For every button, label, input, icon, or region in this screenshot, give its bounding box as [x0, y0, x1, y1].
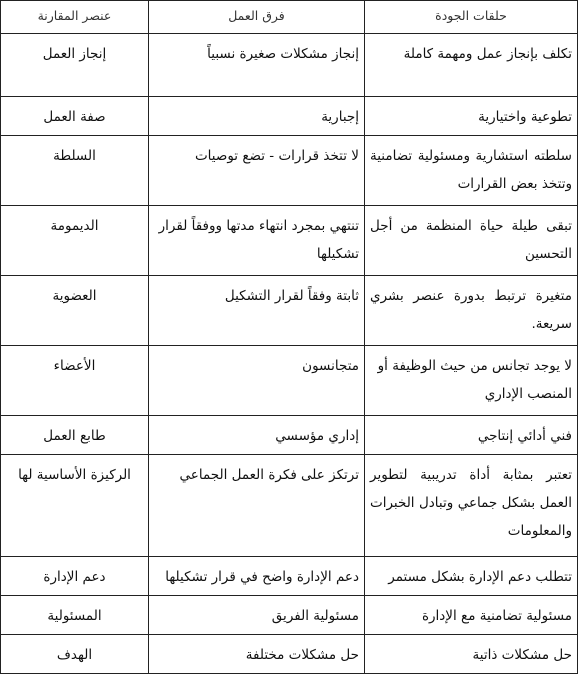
header-comparison-element: عنصر المقارنة — [1, 1, 149, 34]
quality-circles-cell: متغيرة ترتبط بدورة عنصر بشري سريعة. — [365, 276, 578, 346]
work-teams-cell: ترتكز على فكرة العمل الجماعي — [149, 455, 365, 557]
work-teams-cell: مسئولية الفريق — [149, 596, 365, 635]
comparison-element-cell: العضوية — [1, 276, 149, 346]
work-teams-cell: ثابتة وفقاً لقرار التشكيل — [149, 276, 365, 346]
quality-circles-cell: تعتبر بمثابة أداة تدريبية لتطوير العمل بشكل جماعي وتبادل الخبرات والمعلومات — [365, 455, 578, 557]
table-row — [1, 34, 578, 97]
work-teams-cell: دعم الإدارة واضح في قرار تشكيلها — [149, 557, 365, 596]
quality-circles-cell: مسئولية تضامنية مع الإدارة — [365, 596, 578, 635]
comparison-element-cell: الركيزة الأساسية لها — [1, 455, 149, 557]
comparison-element-cell: الأعضاء — [1, 346, 149, 416]
quality-circles-cell: تبقى طيلة حياة المنظمة من أجل التحسين — [365, 206, 578, 276]
table-row — [1, 276, 578, 346]
quality-circles-cell: فني أدائي إنتاجي — [365, 416, 578, 455]
work-teams-cell: إجبارية — [149, 97, 365, 136]
quality-circles-cell: لا يوجد تجانس من حيث الوظيفة أو المنصب الإداري — [365, 346, 578, 416]
table-row — [1, 416, 578, 455]
work-teams-cell: إداري مؤسسي — [149, 416, 365, 455]
table-row — [1, 136, 578, 206]
table-row — [1, 346, 578, 416]
quality-circles-cell: حل مشكلات ذاتية — [365, 635, 578, 674]
work-teams-cell: إنجاز مشكلات صغيرة نسبياً — [149, 34, 365, 97]
quality-circles-cell: تكلف بإنجاز عمل ومهمة كاملة — [365, 34, 578, 97]
work-teams-cell: تنتهي بمجرد انتهاء مدتها ووفقاً لقرار تشكيلها — [149, 206, 365, 276]
quality-circles-cell: تطوعية واختيارية — [365, 97, 578, 136]
comparison-element-cell: الديمومة — [1, 206, 149, 276]
comparison-element-cell: صفة العمل — [1, 97, 149, 136]
table-header-row — [1, 1, 578, 34]
quality-circles-cell: سلطته استشارية ومسئولية تضامنية وتتخذ بعض القرارات — [365, 136, 578, 206]
header-quality-circles: حلقات الجودة — [365, 1, 578, 34]
table-row — [1, 557, 578, 596]
work-teams-cell: لا تتخذ قرارات - تضع توصيات — [149, 136, 365, 206]
comparison-element-cell: الهدف — [1, 635, 149, 674]
comparison-element-cell: طابع العمل — [1, 416, 149, 455]
work-teams-cell: متجانسون — [149, 346, 365, 416]
comparison-element-cell: السلطة — [1, 136, 149, 206]
table-row — [1, 635, 578, 674]
work-teams-cell: حل مشكلات مختلفة — [149, 635, 365, 674]
header-work-teams: فرق العمل — [149, 1, 365, 34]
comparison-element-cell: دعم الإدارة — [1, 557, 149, 596]
comparison-element-cell: إنجاز العمل — [1, 34, 149, 97]
table-row — [1, 206, 578, 276]
table-row — [1, 97, 578, 136]
table-row — [1, 596, 578, 635]
comparison-element-cell: المسئولية — [1, 596, 149, 635]
table-row — [1, 455, 578, 557]
quality-circles-cell: تتطلب دعم الإدارة بشكل مستمر — [365, 557, 578, 596]
